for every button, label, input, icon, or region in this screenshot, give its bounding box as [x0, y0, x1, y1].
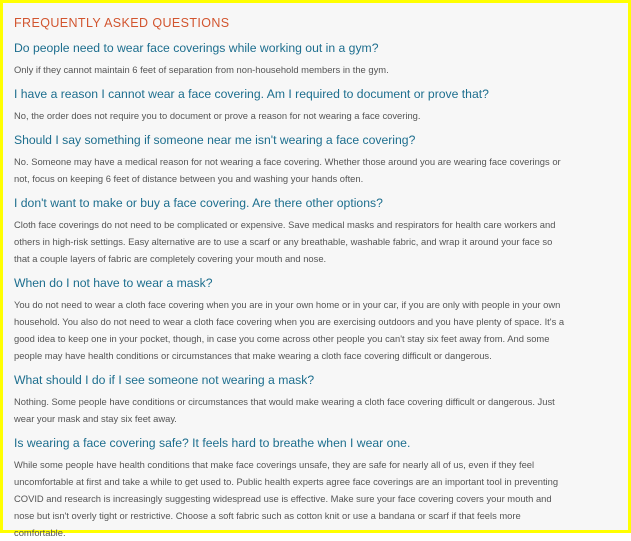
faq-question: Do people need to wear face coverings while working out in a gym?: [14, 41, 379, 55]
faq-answer: Only if they cannot maintain 6 feet of separation from non-household members in the gym.: [14, 64, 389, 75]
faq-item: [14, 132, 616, 187]
faq-item: [14, 435, 616, 541]
faq-question: I have a reason I cannot wear a face covering. Am I required to document or prove that?: [14, 87, 489, 101]
faq-answer: No, the order does not require you to document or prove a reason for not wearing a face covering.: [14, 110, 421, 121]
faq-item: [14, 40, 616, 78]
faq-answer: No. Someone may have a medical reason for not wearing a face covering. Whether those around you are wearing face coverings or not, focus on keeping 6 feet of distance between you and washing your hands often.: [14, 156, 561, 184]
faq-answer: Cloth face coverings do not need to be complicated or expensive. Save medical masks and respirators for health care workers and others in high-risk settings. Easy alternative are to use a scarf or any breathable, washable fabric, and wrap it around your face so that a couple layers of fabric are completely covering your mouth and nose.: [14, 219, 556, 264]
faq-answer: You do not need to wear a cloth face covering when you are in your own home or in your car, if you are only with people in your own household. You also do not need to wear a cloth face covering when you are exercising outdoors and you have plenty of space. It's a good idea to keep one in your pocket, though, in case you come across other people you can't stay six feet away from. And some people may have health conditions or circumstances that make wearing a cloth face covering difficult or dangerous.: [14, 299, 565, 361]
faq-question: I don't want to make or buy a face covering. Are there other options?: [14, 196, 383, 210]
faq-item: [14, 195, 616, 267]
faq-question: Is wearing a face covering safe? It feels hard to breathe when I wear one.: [14, 436, 411, 450]
faq-item: [14, 372, 616, 427]
faq-question: Should I say something if someone near me isn't wearing a face covering?: [14, 133, 416, 147]
faq-heading: FREQUENTLY ASKED QUESTIONS: [14, 16, 230, 30]
faq-question: What should I do if I see someone not wearing a mask?: [14, 373, 315, 387]
faq-item: [14, 275, 616, 364]
faq-item: [14, 86, 616, 124]
faq-answer: Nothing. Some people have conditions or circumstances that would make wearing a cloth face covering difficult or dangerous. Just wear your mask and stay six feet away.: [14, 396, 555, 424]
faq-question: When do I not have to wear a mask?: [14, 276, 213, 290]
faq-answer: While some people have health conditions that make face coverings unsafe, they are safe for nearly all of us, even if they feel uncomfortable at first and take a while to get used to. Public health experts agree face coverings are an important tool in preventing COVID and research is increasingly suggesting widespread use is effective. Make sure your face covering covers your mouth and nose but isn't overly tight or restrictive. Choose a soft fabric such as cotton knit or use a bandana or scarf if that feels more comfortable.: [14, 459, 559, 538]
